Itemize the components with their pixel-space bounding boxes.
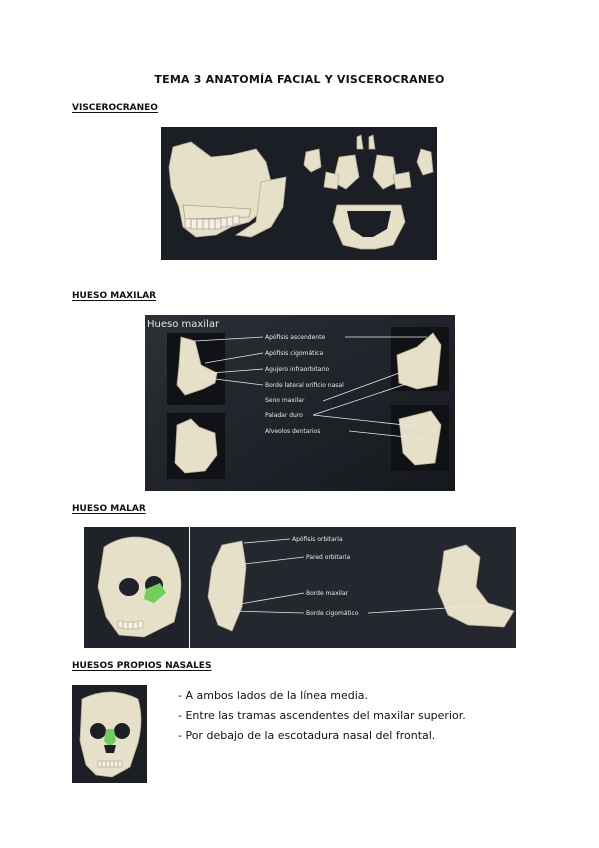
maxilar-panel-title: Hueso maxilar xyxy=(147,319,220,330)
list-item: - Por debajo de la escotadura nasal del frontal. xyxy=(178,729,436,742)
label-seno-maxilar: Seno maxilar xyxy=(265,397,305,404)
list-item: - A ambos lados de la línea media. xyxy=(178,689,369,702)
page-title: TEMA 3 ANATOMÍA FACIAL Y VISCEROCRANEO xyxy=(154,73,445,86)
label-borde-cigomatico: Borde cigomático xyxy=(306,610,359,617)
label-alveolos: Alveolos dentarios xyxy=(265,428,321,435)
label-borde-maxilar: Borde maxilar xyxy=(306,590,349,597)
label-apofisis-cigomatica: Apófisis cigomática xyxy=(265,350,324,357)
malar-image xyxy=(84,527,516,648)
label-apofisis-orbitaria: Apófisis orbitaria xyxy=(292,536,343,543)
nasales-bullet-list xyxy=(178,686,466,746)
skull-with-malar-icon xyxy=(98,537,181,637)
label-paladar-duro: Paladar duro xyxy=(265,412,303,419)
viscerocraneo-image xyxy=(161,127,437,260)
section-heading-malar: HUESO MALAR xyxy=(72,504,146,514)
section-heading-nasales: HUESOS PROPIOS NASALES xyxy=(72,661,212,671)
section-heading-viscerocraneo: VISCEROCRANEO xyxy=(72,103,158,113)
label-borde-lateral: Borde lateral orificio nasal xyxy=(265,382,344,389)
list-item: - Entre las tramas ascendentes del maxilar superior. xyxy=(178,709,466,722)
maxilar-image xyxy=(145,315,455,491)
label-pared-orbitaria: Pared orbitaria xyxy=(306,554,351,561)
label-agujero-infraorbitario: Agujero infraorbitario xyxy=(265,366,330,373)
nasales-image xyxy=(72,685,147,783)
section-heading-maxilar: HUESO MAXILAR xyxy=(72,291,157,301)
label-apofisis-ascendente: Apófisis ascendente xyxy=(265,334,326,341)
